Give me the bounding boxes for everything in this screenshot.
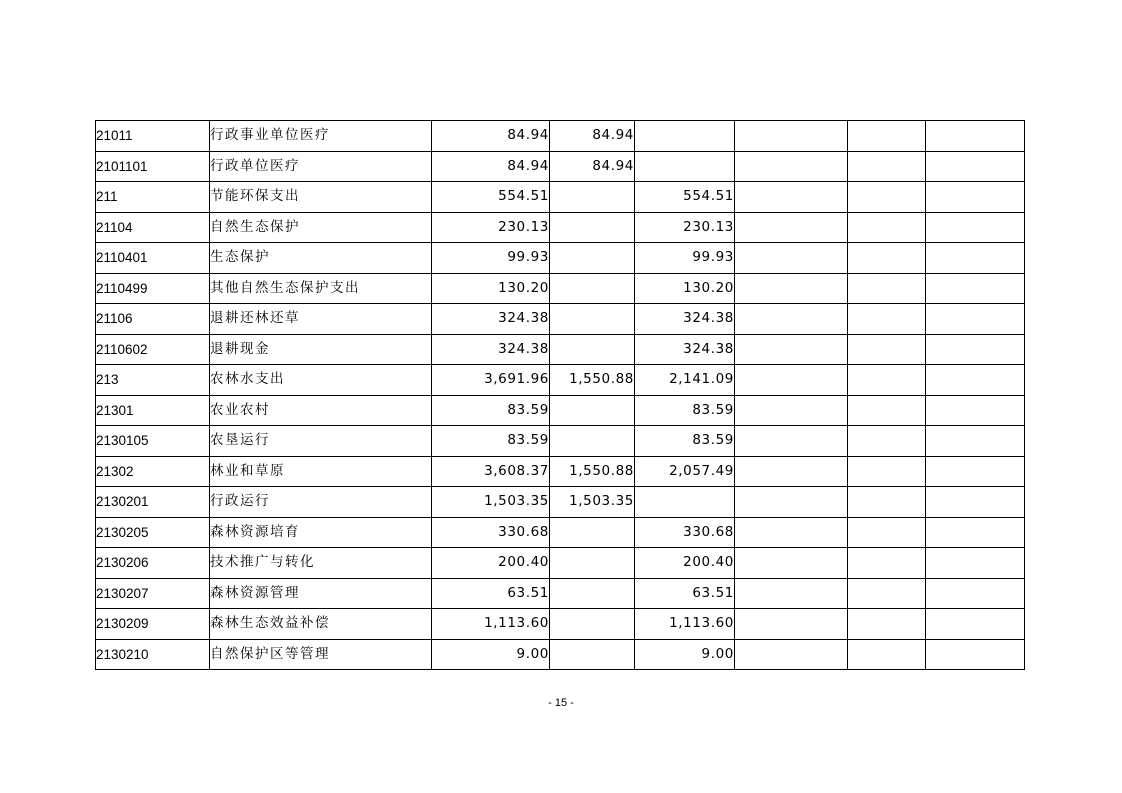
cell-project-expenditure: 200.40 [635,548,735,579]
cell-col-8 [926,243,1025,274]
cell-col-6 [735,243,848,274]
cell-col-8 [926,456,1025,487]
cell-col-6 [735,578,848,609]
cell-item-name: 退耕还林还草 [210,304,432,335]
cell-code: 2130209 [96,609,210,640]
cell-col-6 [735,517,848,548]
cell-basic-expenditure [550,395,635,426]
cell-project-expenditure [635,487,735,518]
table-row [96,578,1025,609]
table-row [96,334,1025,365]
table-row [96,365,1025,396]
table-row [96,426,1025,457]
cell-project-expenditure: 130.20 [635,273,735,304]
cell-basic-expenditure [550,548,635,579]
cell-col-6 [735,334,848,365]
cell-item-name: 农垦运行 [210,426,432,457]
cell-code: 2130205 [96,517,210,548]
cell-col-8 [926,517,1025,548]
cell-total: 63.51 [432,578,550,609]
cell-col-6 [735,548,848,579]
cell-total: 83.59 [432,395,550,426]
cell-item-name: 农业农村 [210,395,432,426]
cell-item-name: 技术推广与转化 [210,548,432,579]
cell-basic-expenditure: 1,503.35 [550,487,635,518]
cell-project-expenditure: 1,113.60 [635,609,735,640]
table-row [96,548,1025,579]
cell-basic-expenditure [550,639,635,670]
cell-item-name: 自然生态保护 [210,212,432,243]
cell-item-name: 退耕现金 [210,334,432,365]
table-row [96,517,1025,548]
cell-col-8 [926,395,1025,426]
cell-code: 21011 [96,121,210,152]
cell-code: 2130210 [96,639,210,670]
cell-col-6 [735,304,848,335]
cell-project-expenditure: 63.51 [635,578,735,609]
cell-basic-expenditure [550,578,635,609]
cell-code: 21302 [96,456,210,487]
cell-total: 1,113.60 [432,609,550,640]
cell-col-7 [848,304,926,335]
cell-code: 21104 [96,212,210,243]
table-row [96,639,1025,670]
cell-col-7 [848,456,926,487]
cell-col-8 [926,151,1025,182]
cell-project-expenditure: 230.13 [635,212,735,243]
cell-code: 2110401 [96,243,210,274]
cell-col-7 [848,212,926,243]
cell-total: 1,503.35 [432,487,550,518]
cell-total: 130.20 [432,273,550,304]
cell-col-7 [848,273,926,304]
cell-code: 2130207 [96,578,210,609]
budget-table [95,120,1025,670]
page-number: - 15 - [548,697,574,709]
cell-col-6 [735,151,848,182]
cell-item-name: 自然保护区等管理 [210,639,432,670]
cell-col-7 [848,365,926,396]
cell-total: 99.93 [432,243,550,274]
cell-project-expenditure: 324.38 [635,304,735,335]
table-row [96,487,1025,518]
cell-total: 84.94 [432,121,550,152]
cell-code: 2130201 [96,487,210,518]
cell-col-6 [735,639,848,670]
cell-col-8 [926,365,1025,396]
cell-col-7 [848,426,926,457]
cell-basic-expenditure: 1,550.88 [550,365,635,396]
cell-col-6 [735,426,848,457]
cell-code: 211 [96,182,210,213]
cell-item-name: 行政单位医疗 [210,151,432,182]
cell-item-name: 其他自然生态保护支出 [210,273,432,304]
cell-col-6 [735,212,848,243]
cell-col-7 [848,334,926,365]
cell-basic-expenditure [550,243,635,274]
cell-col-8 [926,426,1025,457]
cell-total: 84.94 [432,151,550,182]
cell-project-expenditure: 83.59 [635,395,735,426]
cell-col-7 [848,182,926,213]
cell-col-8 [926,334,1025,365]
cell-code: 2130105 [96,426,210,457]
cell-total: 3,691.96 [432,365,550,396]
cell-col-7 [848,548,926,579]
table-row [96,273,1025,304]
cell-col-6 [735,273,848,304]
table-row [96,395,1025,426]
cell-total: 330.68 [432,517,550,548]
cell-code: 21106 [96,304,210,335]
cell-item-name: 生态保护 [210,243,432,274]
cell-basic-expenditure: 84.94 [550,151,635,182]
table-body [96,121,1025,670]
cell-col-8 [926,639,1025,670]
cell-basic-expenditure [550,609,635,640]
cell-total: 83.59 [432,426,550,457]
cell-project-expenditure [635,121,735,152]
cell-project-expenditure: 99.93 [635,243,735,274]
cell-project-expenditure: 554.51 [635,182,735,213]
cell-col-7 [848,639,926,670]
table-row [96,151,1025,182]
cell-col-8 [926,182,1025,213]
cell-basic-expenditure [550,212,635,243]
cell-total: 9.00 [432,639,550,670]
cell-total: 324.38 [432,304,550,335]
table-row [96,182,1025,213]
cell-col-6 [735,609,848,640]
cell-col-6 [735,121,848,152]
cell-col-7 [848,578,926,609]
table-row [96,121,1025,152]
cell-item-name: 森林资源管理 [210,578,432,609]
cell-col-6 [735,365,848,396]
table-row [96,304,1025,335]
cell-col-8 [926,304,1025,335]
cell-col-7 [848,121,926,152]
cell-total: 230.13 [432,212,550,243]
cell-col-7 [848,487,926,518]
cell-item-name: 节能环保支出 [210,182,432,213]
cell-project-expenditure: 330.68 [635,517,735,548]
cell-total: 554.51 [432,182,550,213]
cell-item-name: 农林水支出 [210,365,432,396]
cell-col-7 [848,151,926,182]
cell-col-8 [926,121,1025,152]
table-row [96,609,1025,640]
cell-basic-expenditure [550,273,635,304]
cell-total: 200.40 [432,548,550,579]
cell-project-expenditure: 2,057.49 [635,456,735,487]
cell-project-expenditure [635,151,735,182]
cell-basic-expenditure [550,182,635,213]
cell-project-expenditure: 83.59 [635,426,735,457]
cell-col-7 [848,243,926,274]
cell-basic-expenditure [550,304,635,335]
cell-basic-expenditure [550,426,635,457]
cell-total: 3,608.37 [432,456,550,487]
cell-basic-expenditure: 1,550.88 [550,456,635,487]
cell-item-name: 行政事业单位医疗 [210,121,432,152]
cell-col-7 [848,395,926,426]
cell-code: 213 [96,365,210,396]
cell-col-8 [926,578,1025,609]
cell-code: 2110499 [96,273,210,304]
cell-item-name: 林业和草原 [210,456,432,487]
cell-col-8 [926,273,1025,304]
cell-project-expenditure: 324.38 [635,334,735,365]
cell-total: 324.38 [432,334,550,365]
cell-code: 21301 [96,395,210,426]
cell-col-7 [848,517,926,548]
cell-col-8 [926,212,1025,243]
cell-code: 2101101 [96,151,210,182]
cell-basic-expenditure: 84.94 [550,121,635,152]
cell-project-expenditure: 9.00 [635,639,735,670]
cell-col-6 [735,182,848,213]
table-row [96,243,1025,274]
cell-code: 2110602 [96,334,210,365]
cell-item-name: 行政运行 [210,487,432,518]
cell-item-name: 森林生态效益补偿 [210,609,432,640]
cell-code: 2130206 [96,548,210,579]
cell-col-7 [848,609,926,640]
cell-project-expenditure: 2,141.09 [635,365,735,396]
cell-item-name: 森林资源培育 [210,517,432,548]
cell-basic-expenditure [550,334,635,365]
cell-col-8 [926,487,1025,518]
table-row [96,456,1025,487]
cell-col-6 [735,395,848,426]
cell-basic-expenditure [550,517,635,548]
cell-col-6 [735,487,848,518]
table-row [96,212,1025,243]
cell-col-6 [735,456,848,487]
cell-col-8 [926,548,1025,579]
cell-col-8 [926,609,1025,640]
